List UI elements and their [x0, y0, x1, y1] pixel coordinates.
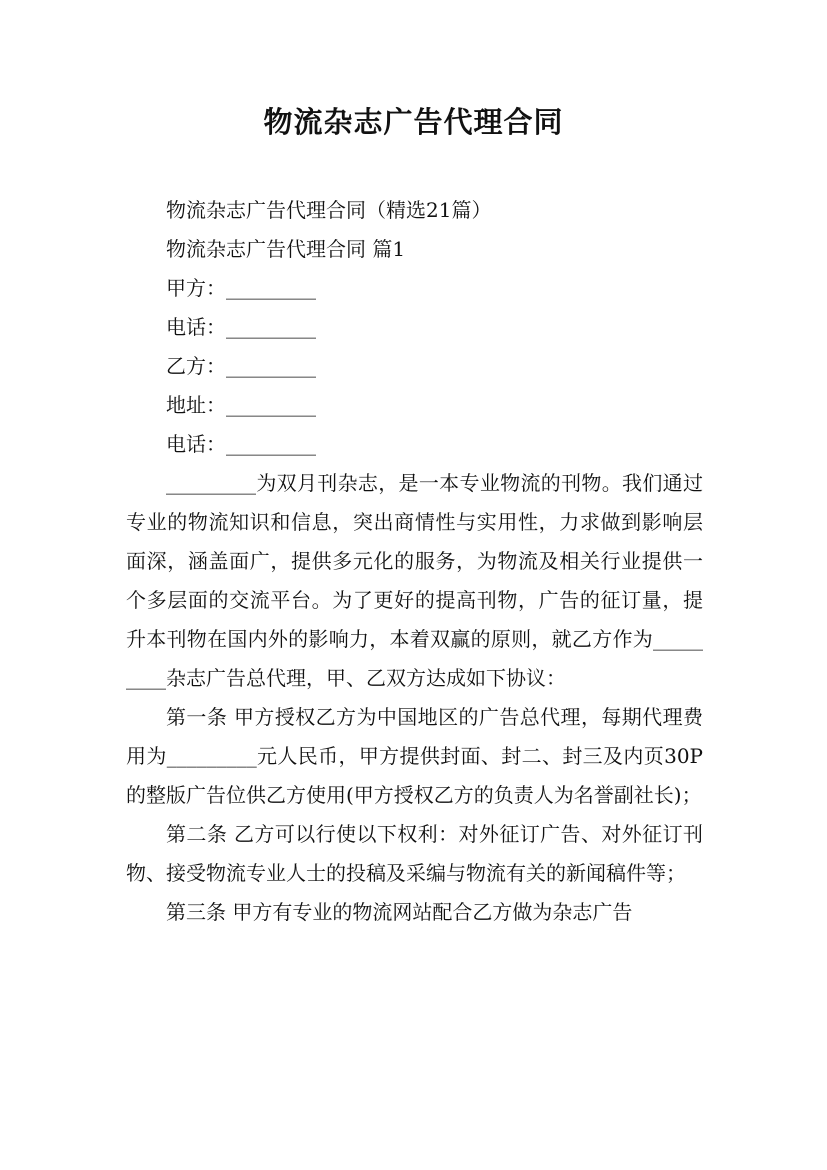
document-title: 物流杂志广告代理合同	[263, 105, 564, 139]
party-b-address-line: 地址：_________	[166, 393, 316, 417]
party-b-phone-line: 电话：_________	[166, 432, 316, 456]
party-a-line: 甲方：_________	[166, 276, 316, 300]
article-1-paragraph: 第一条 甲方授权乙方为中国地区的广告总代理，每期代理费用为_________元人民币，甲方提供封面、封二、封三及内页30P的整版广告位供乙方使用(甲方授权乙方的负责人为名誉副社长)；	[126, 705, 703, 807]
party-a-phone-line: 电话：_________	[166, 315, 316, 339]
section-heading: 物流杂志广告代理合同 篇1	[166, 237, 406, 261]
article-3-paragraph: 第三条 甲方有专业的物流网站配合乙方做为杂志广告	[166, 900, 633, 924]
subtitle-paragraph: 物流杂志广告代理合同（精选21篇）	[166, 198, 492, 222]
document-body	[126, 191, 703, 932]
party-b-line: 乙方：_________	[166, 354, 316, 378]
intro-paragraph: _________为双月刊杂志，是一本专业物流的刊物。我们通过专业的物流知识和信息，突出商情性与实用性，力求做到影响层面深，涵盖面广，提供多元化的服务，为物流及相关行业提供一个多层面的交流平台。为了更好的提高刊物，广告的征订量，提升本刊物在国内外的影响力，本着双赢的原则，就乙方作为_________杂志广告总代理，甲、乙双方达成如下协议：	[126, 471, 703, 690]
article-2-paragraph: 第二条 乙方可以行使以下权利：对外征订广告、对外征订刊物、接受物流专业人士的投稿及采编与物流有关的新闻稿件等；	[126, 822, 703, 885]
